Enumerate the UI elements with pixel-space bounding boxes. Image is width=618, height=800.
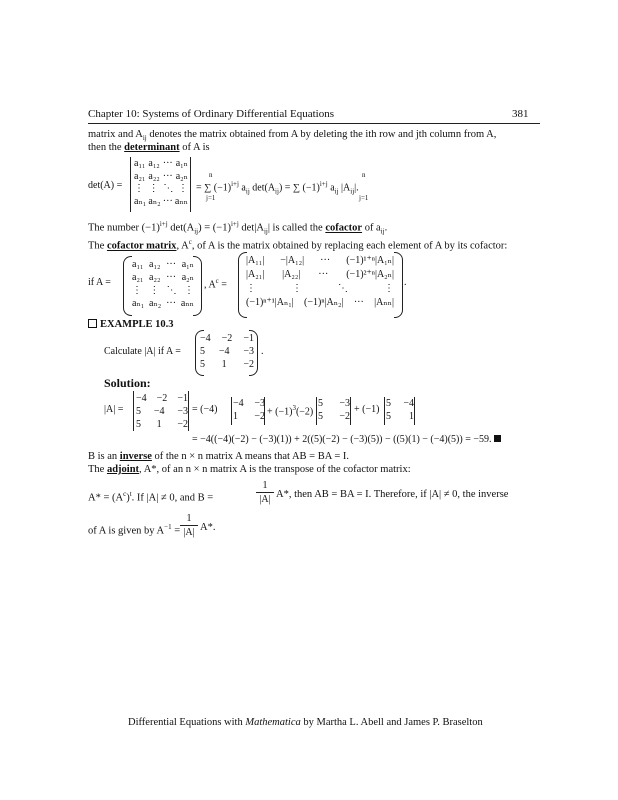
matrix-cell: ··· [166, 298, 177, 309]
matrix-cell: 5 [200, 346, 205, 357]
term-inverse: inverse [119, 451, 152, 462]
example-prompt-end: . [261, 346, 264, 357]
matrix-cell: −3 [339, 398, 350, 409]
matrix-row [132, 284, 194, 297]
det-expansion: = ∑ $(-1)^{i+j}$ $a_{ij}$ $\det(A_{ij})$ = ∑ $(-1)^{i+j}$ $a_{ij}$ $|A_{ij}|$. [196, 180, 359, 196]
matrix-row [318, 397, 350, 410]
minor2-bar-left [316, 397, 317, 425]
matrix-row [200, 358, 254, 371]
adjoint-formula-b: A*, then AB = BA = I. Therefore, if |A| ≠ 0, the inverse [276, 489, 509, 500]
matrix-cell: (−1)²⁺ⁿ|A₂ₙ| [346, 269, 394, 280]
matrix-cell: a₁₂ [148, 158, 160, 169]
matrix-cell: a₂₂ [149, 272, 161, 283]
det-label: det(A) = [88, 180, 123, 191]
matrix-row [134, 183, 188, 196]
matrix-cell: |A₁₁| [246, 255, 265, 266]
matrix-cell: aₙₙ [174, 195, 188, 207]
matrix-row [136, 405, 188, 418]
matrix-cell: a₁₁ [134, 158, 146, 169]
cofactor-line: The number $(-1)^{i+j}$ $\det(A_{ij}) = (-1)^{i+j}$ $\det|A_{ij}|$ is called the cofactor of $a_{ij}$. [88, 220, 388, 236]
matrix-row [132, 297, 194, 310]
text-line-2: then the determinant of A is [88, 142, 210, 153]
sum-upper-1: n [209, 171, 213, 179]
matrix-cell: ⋮ [134, 183, 144, 194]
matrix-cell: aₙₙ [180, 298, 194, 309]
solution-det-bar-right [188, 391, 189, 431]
matrix-cell: 1 [233, 411, 238, 422]
inverse-formula-a: of A is given by $A^{-1}$ = [88, 523, 181, 537]
matrix-cell: −2 [243, 359, 254, 370]
minor3-bar-left [384, 397, 385, 425]
matrix-cell: ⋮ [132, 285, 142, 296]
matrix-cell: ⋮ [183, 285, 194, 296]
matrix-cell: aₙ₂ [148, 195, 161, 207]
det-bar-right [190, 157, 191, 212]
matrix-cell: a₂ₙ [181, 272, 194, 283]
solution-label: Solution: [104, 376, 151, 390]
matrix-row [246, 254, 394, 268]
matrix-cell: (−1)¹⁺ⁿ|A₁ₙ| [346, 255, 394, 266]
matrix-row [246, 268, 394, 282]
matrix-cell: a₁₁ [132, 259, 144, 270]
example-prompt: Calculate |A| if A = [104, 346, 181, 357]
fraction-1-over-detA-2: 1 |A| [180, 513, 198, 538]
matrixA-paren-right [193, 256, 202, 316]
matrix-cell: ⋱ [163, 183, 174, 194]
matrix-cell: aₙ₂ [149, 298, 162, 309]
matrix-cell: ··· [353, 297, 364, 308]
matrix-cell: |A₂₁| [246, 269, 265, 280]
matrix-row [134, 171, 188, 184]
matrix-cell: a₁ₙ [181, 259, 194, 270]
matrix-row [246, 296, 394, 310]
matrixA-body [132, 258, 194, 310]
matrix-cell: −|A₁₂| [280, 255, 305, 266]
matrix-cell: ⋮ [149, 285, 160, 296]
absA-label: |A| = [104, 404, 124, 415]
det-bar-left [130, 157, 131, 212]
inverse-formula-b: A*. [200, 522, 216, 533]
minor3-body [386, 397, 414, 423]
matrix-cell: −2 [221, 333, 233, 344]
matrix-cell: ··· [318, 269, 329, 280]
eq-part3: + (−1) [354, 404, 380, 415]
matrix-cell: a₂₁ [134, 170, 146, 182]
matrix-row [200, 332, 254, 345]
matrix-cell: a₁ₙ [175, 158, 188, 169]
matrix-cell: aₙ₁ [132, 298, 145, 309]
example-title: EXAMPLE 10.3 [88, 318, 174, 331]
example-matrix-body [200, 332, 254, 371]
matrix-cell: 5 [386, 411, 391, 422]
page-number: 381 [512, 108, 529, 120]
matrix-cell: a₂ₙ [175, 170, 188, 182]
matrix-cell: −1 [177, 393, 188, 404]
matrix-cell: 5 [136, 419, 141, 430]
matrix-cell: ··· [166, 259, 177, 270]
matrix-cell: −4 [200, 333, 211, 344]
end-of-proof-icon [494, 435, 501, 442]
matrix-cell: −3 [254, 398, 265, 409]
matrix-cell: 1 [156, 419, 162, 430]
matrix-cell: −2 [339, 411, 350, 422]
matrixA-paren-left [123, 256, 132, 316]
inverse-definition: B is an inverse of the n × n matrix A means that AB = BA = I. [88, 451, 350, 462]
matrix-row [386, 410, 414, 423]
sum-lower-2: j=1 [359, 194, 369, 202]
minor2-bar-right [350, 397, 351, 425]
matrix-cell: −3 [243, 346, 254, 357]
minor3-bar-right [414, 397, 415, 425]
eq-part2: + $(-1)^3(-2)$ [267, 404, 314, 418]
solution-det-body [136, 392, 188, 431]
eq-part1: = (−4) [192, 404, 218, 415]
matrix-row [233, 410, 265, 423]
matrix-cell: 5 [318, 411, 323, 422]
matrix-cell: −2 [177, 419, 188, 430]
matrix-row [136, 392, 188, 405]
matrix-cell: ⋱ [338, 283, 348, 294]
matrix-cell: (−1)ⁿ|Aₙ₂| [304, 297, 344, 308]
matrix-cell: 5 [200, 359, 205, 370]
matrix-cell: −4 [233, 398, 244, 409]
matrix-row [386, 397, 414, 410]
Ac-end: . [404, 277, 407, 288]
adjoint-formula-a: $A* = (A^c)^t$. If |A| ≠ 0, and B = [88, 490, 214, 504]
solution-det-bar-left [133, 391, 134, 431]
matrix-cell: ⋮ [177, 183, 188, 194]
matrix-cell: a₂₂ [148, 170, 160, 182]
matrix-cell: |Aₙₙ| [374, 297, 394, 308]
matrix-cell: |A₂₂| [282, 269, 301, 280]
matrix-cell: 5 [318, 398, 323, 409]
matrix-cell: ··· [166, 272, 177, 283]
header-rule [88, 123, 540, 124]
sum-upper-2: n [362, 171, 366, 179]
matrixAc-paren-right [394, 252, 403, 318]
sum-lower-1: j=1 [206, 194, 216, 202]
matrix-cell: ⋮ [246, 283, 256, 294]
matrix-row [132, 258, 194, 271]
matrix-cell: 5 [386, 398, 391, 409]
cofactor-matrix-line: The cofactor matrix, $A^c$, of A is the matrix obtained by replacing each element of A by its cofactor: [88, 238, 508, 252]
running-header-chapter: Chapter 10: Systems of Ordinary Differential Equations [88, 108, 335, 120]
matrix-cell: −1 [243, 333, 254, 344]
adjoint-definition: The adjoint, A*, of an n × n matrix A is the transpose of the cofactor matrix: [88, 464, 411, 475]
matrix-cell: −4 [218, 346, 230, 357]
matrix-cell: −2 [254, 411, 265, 422]
matrix-cell: ⋮ [384, 283, 394, 294]
Ac-label: , $A^c$ = [204, 277, 227, 291]
term-adjoint: adjoint [106, 464, 140, 475]
page-footer: Differential Equations with Mathematica by Martha L. Abell and James P. Braselton [128, 717, 483, 728]
fraction-1-over-detA: 1 |A| [256, 480, 274, 505]
matrix-row [134, 158, 188, 171]
matrix-cell: −3 [177, 406, 188, 417]
matrix-cell: ⋮ [148, 183, 159, 194]
minor1-body [233, 397, 265, 423]
matrix-row [136, 418, 188, 431]
matrix-cell: ⋱ [166, 285, 177, 296]
det-matrix-body [134, 158, 188, 208]
matrix-cell: a₁₂ [149, 259, 161, 270]
matrix-row [200, 345, 254, 358]
matrix-row [132, 271, 194, 284]
minor2-body [318, 397, 350, 423]
matrix-cell: ⋮ [292, 283, 302, 294]
if-A-label: if A = [88, 277, 111, 288]
matrix-cell: ··· [162, 195, 173, 207]
matrix-row [233, 397, 265, 410]
matrixAc-body [246, 254, 394, 310]
matrix-row [246, 282, 394, 296]
matrix-cell: −4 [403, 398, 414, 409]
matrix-cell: (−1)ⁿ⁺¹|Aₙ₁| [246, 297, 294, 308]
matrix-cell: aₙ₁ [134, 195, 147, 207]
matrix-cell: a₂₁ [132, 272, 144, 283]
term-cofactor-matrix: cofactor matrix [106, 240, 177, 252]
matrix-row [318, 410, 350, 423]
matrix-row [134, 196, 188, 209]
matrix-cell: 5 [136, 406, 141, 417]
example-square-icon [88, 319, 97, 328]
matrix-cell: −4 [153, 406, 165, 417]
matrix-cell: −2 [156, 393, 168, 404]
solution-result: = −4((−4)(−2) − (−3)(1)) + 2((5)(−2) − (−3)(5)) − ((5)(1) − (−4)(5)) = −59. [192, 434, 501, 445]
matrix-cell: −4 [136, 393, 147, 404]
minor1-bar-left [231, 397, 232, 425]
text-line-1: matrix and $A_{ij}$ denotes the matrix obtained from A by deleting the ith row and jth column from A, [88, 129, 497, 143]
matrix-cell: 1 [221, 359, 227, 370]
matrix-cell: ··· [162, 158, 173, 169]
matrix-cell: ··· [320, 255, 331, 266]
term-determinant: determinant [124, 142, 180, 153]
matrix-cell: 1 [409, 411, 414, 422]
matrix-cell: ··· [162, 170, 173, 182]
term-cofactor: cofactor [325, 222, 363, 234]
